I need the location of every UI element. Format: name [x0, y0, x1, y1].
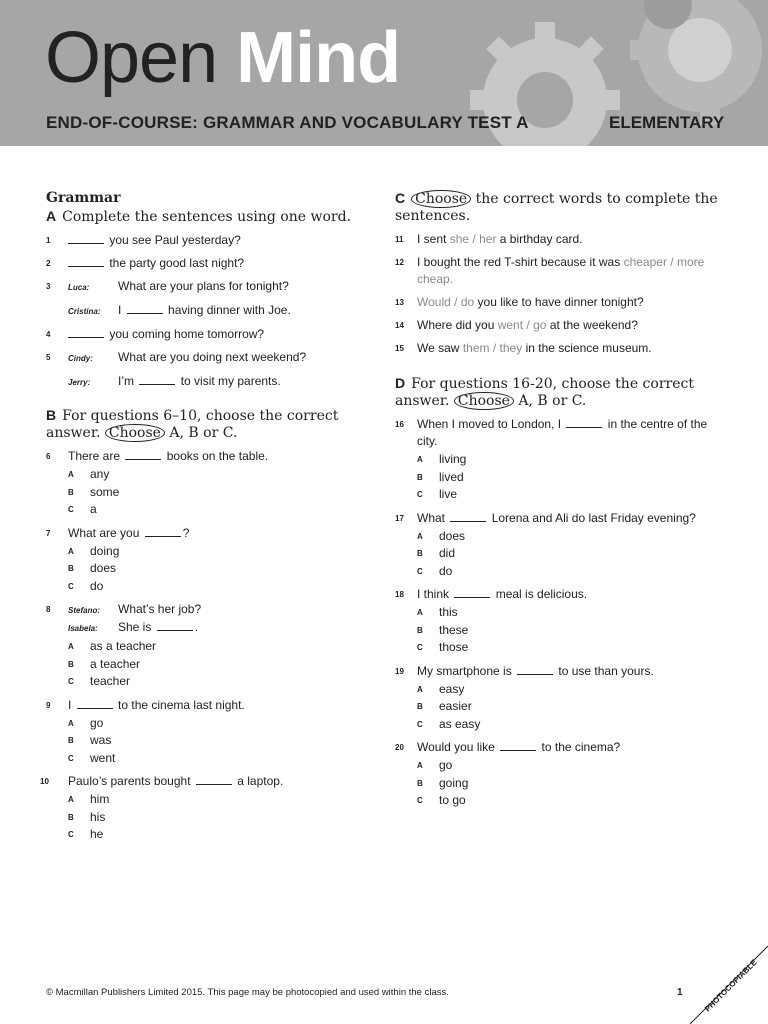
question-text: meal is delicious. — [495, 587, 588, 601]
question-16 — [395, 416, 725, 504]
option-a[interactable] — [417, 528, 725, 546]
question-text: you like to have dinner tonight? — [477, 295, 644, 309]
word-choice[interactable]: do — [460, 295, 475, 309]
option-text: went — [90, 750, 116, 765]
option-text: live — [439, 487, 458, 501]
section-a-instruction — [46, 208, 366, 226]
option-letter: A — [417, 455, 423, 464]
question-text: . — [449, 272, 454, 286]
option-c[interactable] — [417, 716, 725, 734]
question-text: at the weekend? — [549, 318, 638, 332]
option-text: to go — [439, 793, 466, 807]
question-text: you see Paul yesterday? — [109, 233, 241, 247]
answer-blank — [77, 699, 113, 709]
option-letter: A — [68, 470, 74, 479]
answer-blank — [196, 775, 232, 785]
question-6 — [46, 448, 366, 519]
question-text: What are you — [68, 525, 140, 540]
question-number: 3 — [46, 282, 51, 291]
option-text: doing — [90, 543, 120, 558]
option-b[interactable] — [68, 484, 366, 502]
question-text: What — [417, 510, 446, 525]
option-letter: B — [68, 487, 74, 497]
question-4 — [46, 326, 366, 343]
option-text: any — [90, 467, 110, 481]
option-text: going — [439, 775, 469, 790]
answer-blank — [517, 665, 553, 675]
option-letter: C — [417, 566, 423, 576]
option-b[interactable] — [417, 469, 725, 487]
option-letter: C — [417, 490, 423, 499]
question-5 — [46, 349, 366, 391]
answer-blank[interactable] — [127, 304, 163, 314]
option-text: him — [90, 792, 110, 806]
question-number: 18 — [395, 590, 404, 599]
option-letter: B — [417, 702, 423, 711]
dialogue-line: . — [194, 620, 199, 634]
question-14 — [395, 317, 725, 334]
instruction-text: A, B or C. — [518, 393, 587, 409]
question-12 — [395, 254, 725, 288]
dialogue-line: What are you doing next weekend? — [118, 350, 307, 364]
option-b[interactable] — [68, 560, 366, 578]
dialogue-line: I’m — [118, 374, 134, 388]
option-text: do — [439, 563, 453, 578]
question-text: There are — [68, 449, 121, 463]
question-number: 8 — [46, 605, 51, 614]
question-text: My smartphone is — [417, 663, 512, 678]
option-text: those — [439, 640, 469, 654]
option-letter: C — [68, 830, 74, 839]
question-text: you coming home tomorrow? — [109, 327, 265, 341]
section-letter: C — [395, 190, 406, 206]
dialogue-line: She is — [118, 620, 152, 634]
option-letter: B — [417, 625, 423, 635]
option-text: his — [90, 809, 106, 824]
word-choice[interactable]: she — [449, 232, 470, 246]
slash-separator: / — [526, 318, 530, 332]
question-8 — [46, 601, 366, 691]
question-text: Paulo’s parents bought — [68, 774, 191, 788]
instruction-text: A, B or C. — [169, 425, 238, 441]
photocopiable-corner-icon — [690, 946, 768, 1024]
speaker-name: Cristina: — [68, 307, 101, 316]
option-letter: B — [68, 736, 74, 745]
answer-blank — [500, 741, 536, 751]
circled-word: Choose — [454, 392, 514, 410]
question-number: 2 — [46, 259, 51, 268]
speaker-name: Luca: — [68, 283, 90, 292]
option-letter: A — [417, 761, 423, 770]
option-letter: C — [68, 677, 74, 686]
speaker-name: Stefano: — [68, 606, 100, 615]
instruction-text: the correct words to complete the sentences. — [395, 191, 718, 224]
option-c[interactable] — [68, 673, 366, 691]
option-c[interactable] — [68, 750, 366, 768]
option-c[interactable] — [68, 826, 366, 844]
question-text: I — [68, 697, 72, 712]
question-number: 9 — [46, 700, 51, 710]
question-text: a birthday card. — [499, 232, 583, 246]
question-text: We saw — [417, 341, 460, 355]
word-choice[interactable]: more cheap — [417, 255, 705, 286]
option-letter: C — [417, 643, 423, 652]
question-number: 12 — [395, 258, 404, 267]
question-text: books on the table. — [166, 449, 269, 463]
option-a[interactable] — [417, 757, 725, 775]
question-number: 6 — [46, 452, 51, 461]
answer-blank[interactable] — [139, 375, 175, 385]
header-banner — [0, 0, 768, 146]
option-text: lived — [439, 469, 464, 484]
option-c[interactable] — [68, 501, 366, 519]
option-text: was — [90, 733, 112, 747]
option-text: easy — [439, 681, 465, 696]
question-text: a laptop. — [237, 774, 284, 788]
option-letter: C — [68, 581, 74, 591]
question-text: I bought the red T-shirt because it was — [417, 255, 621, 269]
question-text: to the cinema last night. — [118, 697, 245, 712]
section-b-instruction — [46, 407, 366, 442]
question-17 — [395, 510, 725, 581]
instruction-text: Complete the sentences using one word. — [62, 209, 351, 225]
option-text: living — [439, 452, 467, 466]
slash-separator: / — [454, 295, 458, 309]
option-c[interactable] — [417, 563, 725, 581]
slash-separator: / — [472, 232, 476, 246]
speaker-name: Cindy: — [68, 354, 93, 363]
question-19 — [395, 663, 725, 734]
section-c-instruction — [395, 190, 725, 225]
dialogue-line: to visit my parents. — [180, 374, 281, 388]
option-letter: C — [417, 796, 423, 805]
option-text: a teacher — [90, 656, 141, 671]
question-number: 11 — [395, 235, 404, 244]
option-letter: C — [68, 753, 74, 763]
option-a[interactable] — [68, 543, 366, 561]
question-number: 13 — [395, 298, 404, 307]
speaker-name: Jerry: — [68, 378, 91, 387]
option-a[interactable] — [68, 466, 366, 484]
word-choice[interactable]: her — [479, 232, 497, 246]
question-number: 1 — [46, 236, 51, 245]
question-text: to use than yours. — [558, 663, 654, 678]
word-choice[interactable]: Would — [417, 295, 451, 309]
option-text: as a teacher — [90, 639, 157, 653]
question-11 — [395, 231, 725, 248]
question-number: 14 — [395, 321, 404, 330]
question-text: Would you like — [417, 740, 495, 754]
question-text: When I moved to London, I — [417, 417, 562, 431]
option-c[interactable] — [417, 792, 725, 810]
dialogue-line: What are your plans for tonight? — [118, 279, 289, 293]
brand-word-open: Open — [45, 18, 218, 98]
option-text: go — [90, 715, 104, 730]
grammar-heading: Grammar — [46, 190, 121, 206]
option-text: a — [90, 502, 97, 516]
answer-blank[interactable] — [68, 257, 104, 267]
question-number: 15 — [395, 344, 404, 353]
option-a[interactable] — [417, 681, 725, 699]
instruction-text: For questions 16-20, choose the correct answer. — [395, 376, 694, 409]
answer-blank — [125, 450, 161, 460]
option-text: this — [439, 605, 458, 619]
option-c[interactable] — [68, 578, 366, 596]
question-7 — [46, 525, 366, 596]
question-20 — [395, 739, 725, 810]
option-b[interactable] — [417, 622, 725, 640]
left-column — [40, 190, 366, 850]
brand-word-mind: Mind — [236, 18, 401, 98]
question-number: 17 — [395, 513, 404, 523]
question-number: 19 — [395, 666, 404, 676]
option-letter: B — [68, 564, 74, 573]
question-13 — [395, 294, 725, 311]
option-a[interactable] — [68, 715, 366, 733]
option-b[interactable] — [417, 775, 725, 793]
option-b[interactable] — [417, 545, 725, 563]
option-a[interactable] — [417, 451, 725, 469]
answer-blank[interactable] — [68, 328, 104, 338]
option-text: does — [439, 528, 466, 543]
option-b[interactable] — [68, 732, 366, 750]
question-number: 7 — [46, 528, 51, 538]
section-letter: D — [395, 375, 406, 391]
option-letter: B — [417, 549, 423, 558]
word-choice[interactable]: went — [497, 318, 524, 332]
question-text: in the centre of the city. — [417, 417, 708, 448]
question-number: 4 — [46, 330, 51, 339]
section-d-instruction — [395, 375, 725, 410]
option-text: does — [90, 561, 117, 575]
question-number: 10 — [40, 777, 49, 786]
question-10 — [40, 773, 366, 844]
page-number: 1 — [677, 987, 683, 998]
copyright-footer: © Macmillan Publishers Limited 2015. This page may be photocopied and used within the class. — [46, 987, 449, 998]
option-b[interactable] — [68, 809, 366, 827]
option-text: go — [439, 758, 453, 772]
word-choice[interactable]: them — [462, 341, 490, 355]
instruction-text: For questions 6–10, choose the correct answer. — [46, 408, 339, 441]
speaker-name: Isabela: — [68, 624, 98, 633]
option-b[interactable] — [417, 698, 725, 716]
option-text: did — [439, 546, 456, 560]
circled-word: Choose — [411, 190, 471, 208]
option-a[interactable] — [68, 791, 366, 809]
question-1 — [46, 232, 366, 249]
section-letter: B — [46, 407, 57, 423]
question-number: 20 — [395, 743, 404, 752]
question-9 — [46, 697, 366, 768]
section-letter: A — [46, 208, 57, 224]
option-text: he — [90, 827, 104, 841]
question-text: to the cinema? — [541, 740, 621, 754]
slash-separator: / — [492, 341, 497, 355]
option-text: do — [90, 578, 104, 593]
question-number: 5 — [46, 353, 51, 362]
question-text: the party good last night? — [109, 256, 245, 270]
right-column — [395, 190, 725, 816]
word-choice[interactable]: they — [499, 341, 523, 355]
question-2 — [46, 255, 366, 272]
dialogue-line: I — [118, 303, 122, 317]
question-number: 16 — [395, 420, 404, 429]
question-15 — [395, 340, 725, 357]
option-text: teacher — [90, 674, 131, 688]
dialogue-line: What’s her job? — [118, 602, 202, 616]
answer-blank[interactable] — [68, 234, 104, 244]
question-text: Lorena and Ali do last Friday evening? — [491, 510, 696, 525]
option-letter: A — [68, 642, 74, 651]
option-text: as easy — [439, 716, 481, 731]
option-letter: B — [417, 778, 423, 788]
circled-word: Choose — [105, 424, 165, 442]
option-letter: A — [417, 608, 423, 617]
option-letter: C — [68, 505, 74, 514]
option-letter: C — [417, 719, 423, 729]
question-text: ? — [182, 525, 190, 540]
level-label: ELEMENTARY — [609, 113, 725, 132]
option-b[interactable] — [68, 656, 366, 674]
option-letter: B — [68, 659, 74, 669]
answer-blank — [454, 588, 490, 598]
option-a[interactable] — [417, 604, 725, 622]
question-18 — [395, 586, 725, 657]
question-text: I think — [417, 587, 450, 601]
answer-blank — [145, 527, 181, 537]
option-letter: A — [68, 718, 74, 728]
option-text: some — [90, 484, 120, 499]
test-title: END-OF-COURSE: GRAMMAR AND VOCABULARY TEST A — [46, 113, 529, 132]
option-letter: A — [68, 546, 74, 556]
option-letter: A — [68, 795, 74, 804]
option-letter: B — [417, 472, 423, 482]
word-choice[interactable]: cheaper — [623, 255, 667, 269]
question-text: Where did you — [417, 318, 495, 332]
word-choice[interactable]: go — [533, 318, 547, 332]
answer-blank — [566, 418, 602, 428]
option-text: these — [439, 622, 469, 637]
dialogue-line: having dinner with Joe. — [168, 303, 291, 317]
option-letter: A — [417, 684, 423, 694]
question-text: in the science museum. — [525, 341, 652, 355]
slash-separator: / — [670, 255, 674, 269]
question-text: I sent — [417, 232, 447, 246]
option-c[interactable] — [417, 639, 725, 657]
answer-blank — [450, 512, 486, 522]
answer-blank — [157, 621, 193, 631]
option-letter: B — [68, 812, 74, 822]
option-text: easier — [439, 699, 472, 713]
photocopiable-label: PHOTOCOPIABLE — [703, 957, 759, 1014]
brand-logo — [45, 18, 401, 98]
option-letter: A — [417, 531, 423, 541]
option-c[interactable] — [417, 486, 725, 504]
question-3 — [46, 278, 366, 320]
option-a[interactable] — [68, 638, 366, 656]
